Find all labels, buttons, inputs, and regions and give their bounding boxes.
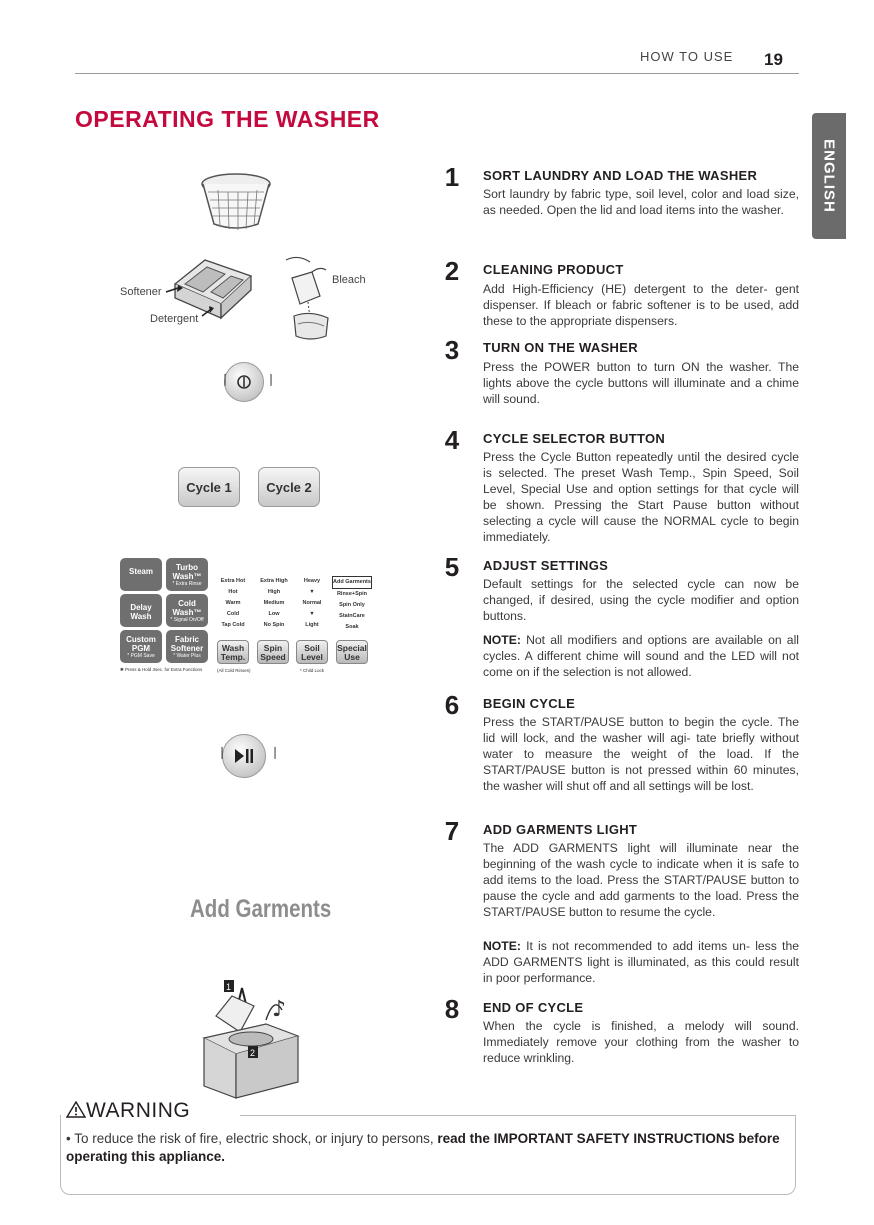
step-note	[483, 938, 799, 986]
turbo-wash-label: Turbo Wash™	[172, 563, 202, 581]
page-number: 19	[764, 50, 783, 69]
warning-text-plain: To reduce the risk of fire, electric shock, or injury to persons,	[74, 1131, 434, 1146]
step-number: 1	[444, 162, 460, 192]
step-body: Press the Cycle Button repeatedly until the desired cycle is selected. The preset Wash Temp., Spin Speed, Soil Level, Special Use and option settings for that cycle will be shown. Pressing the Start Pause button without selecting a cycle will cause the NORMAL cycle to begin immediately.	[483, 450, 799, 544]
svg-text:♪: ♪	[272, 997, 287, 1022]
step-title: BEGIN CYCLE	[483, 696, 576, 711]
step-title: TURN ON THE WASHER	[483, 340, 638, 355]
note-text: It is not recommended to add items un- less the ADD GARMENTS light is illuminated, as this could result in poor performance.	[483, 939, 799, 985]
detergent-label: Detergent	[150, 313, 199, 325]
cycle-2-button[interactable]: Cycle 2	[258, 467, 320, 507]
cold-wash-sub: * Signal On/Off	[170, 617, 204, 623]
warning-text-bold: read the IMPORTANT SAFETY INSTRUCTIONS before operating this appliance.	[66, 1131, 780, 1164]
play-pause-icon	[233, 747, 255, 765]
svg-text:2: 2	[250, 1048, 256, 1058]
step-title: ADD GARMENTS LIGHT	[483, 822, 638, 837]
softener-label: Softener	[120, 286, 162, 298]
step-title: ADJUST SETTINGS	[483, 558, 609, 573]
option-label: Cold	[226, 611, 240, 617]
step-number: 7	[444, 816, 460, 846]
delay-wash-label: Delay Wash	[130, 603, 152, 621]
step-body: When the cycle is finished, a melody will sound. Immediately remove your clothing from the washer to reduce wrinkling.	[483, 1019, 799, 1065]
step-title: SORT LAUNDRY AND LOAD THE WASHER	[483, 168, 758, 183]
fabric-softener-button[interactable]	[166, 630, 208, 663]
warning-text: • To reduce the risk of fire, electric shock, or injury to persons, read the IMPORTANT SAFETY INSTRUCTIONS before operating this appliance.	[66, 1131, 780, 1164]
option-label: No Spin	[263, 622, 285, 628]
option-label: Heavy	[303, 578, 321, 584]
note-label: NOTE:	[483, 633, 521, 647]
option-label: Hot	[228, 589, 238, 595]
fabric-softener-label: Fabric Softener	[170, 635, 204, 653]
language-tab-label: ENGLISH	[820, 139, 838, 213]
power-led-left-icon: ❘	[220, 372, 231, 386]
option-label: Extra Hot	[220, 578, 246, 584]
steam-label: Steam	[128, 567, 153, 576]
delay-wash-button[interactable]	[120, 594, 162, 627]
option-label: Warm	[225, 600, 241, 606]
bleach-label: Bleach	[332, 274, 366, 286]
add-garments-light-label: Add Garments	[190, 895, 332, 923]
fabric-softener-sub: * Water Plus	[173, 653, 201, 659]
option-label: Soak	[345, 624, 359, 630]
step-number: 6	[444, 690, 460, 720]
warning-top-rule	[240, 1115, 796, 1116]
cycle-1-button[interactable]: Cycle 1	[178, 467, 240, 507]
step-note	[483, 632, 799, 680]
steam-button[interactable]	[120, 558, 162, 591]
child-lock-note: * Child Lock	[300, 668, 325, 673]
turbo-wash-button[interactable]	[166, 558, 208, 591]
header-divider	[75, 73, 799, 74]
wash-temp-button[interactable]: Wash Temp.	[217, 640, 249, 664]
washer-lid-open-icon	[196, 976, 306, 1101]
start-led-right-icon: ❘	[270, 745, 281, 759]
step-body: The ADD GARMENTS light will illuminate near the beginning of the wash cycle to indicate when it is safe to add items to the load. Press the START/PAUSE button to pause the cycle and add garments to the load. Press the START/PAUSE button to resume the cycle.	[483, 841, 799, 919]
start-led-left-icon: ❘	[217, 745, 228, 759]
soil-level-button[interactable]: Soil Level	[296, 640, 328, 664]
option-label: Light	[305, 622, 319, 628]
step-title: CLEANING PRODUCT	[483, 262, 624, 277]
laundry-basket-icon	[200, 172, 272, 232]
step-body: Add High-Efficiency (HE) detergent to the deter- gent dispenser. If bleach or fabric softener is to be used, add these to the appropriate dispensers.	[483, 282, 799, 328]
cold-wash-button[interactable]	[166, 594, 208, 627]
svg-text:1: 1	[226, 982, 232, 992]
option-label: Medium	[263, 600, 285, 606]
custom-pgm-label: Custom PGM	[126, 635, 156, 653]
step-title: CYCLE SELECTOR BUTTON	[483, 431, 666, 446]
power-led-right-icon: ❘	[266, 372, 277, 386]
turbo-wash-sub: * Extra Rinse	[172, 581, 202, 587]
pointer-arrows-icon	[160, 284, 220, 324]
option-label: Rinse+Spin	[336, 591, 368, 597]
custom-pgm-button[interactable]	[120, 630, 162, 663]
option-label: High	[267, 589, 281, 595]
language-tab	[812, 113, 846, 239]
add-garments-indicator: Add Garments	[332, 576, 372, 589]
step-body: Press the START/PAUSE button to begin the cycle. The lid will lock, and the washer will agi- tate briefly without water to measure the weight of the load. If the START/PAUSE button is not pressed within 60 minutes, the washer will shut off and all settings will be lost.	[483, 715, 799, 793]
power-icon	[235, 373, 253, 391]
step-number: 4	[444, 425, 460, 455]
cold-wash-label: Cold Wash™	[172, 599, 202, 617]
page-title: OPERATING THE WASHER	[75, 106, 380, 132]
option-label: ▼	[309, 611, 315, 617]
special-use-button[interactable]: Special Use	[336, 640, 368, 664]
step-number: 2	[444, 256, 460, 286]
extra-functions-footnote: ✱ Press & Hold 3sec. for Extra Functions	[120, 667, 203, 672]
start-pause-button[interactable]	[222, 734, 266, 778]
warning-title-text: WARNING	[86, 1099, 191, 1122]
wash-temp-note: (All Cold Rinses)	[217, 668, 251, 673]
wash-temp-options	[213, 576, 253, 631]
note-label: NOTE:	[483, 939, 521, 953]
warning-triangle-icon	[66, 1101, 86, 1118]
step-number: 8	[444, 994, 460, 1024]
option-label: Low	[268, 611, 280, 617]
note-text: Not all modifiers and options are available on all cycles. A different chime will sound and the LED will not come on if the selection is not allowed.	[483, 633, 799, 679]
step-body: Press the POWER button to turn ON the washer. The lights above the cycle buttons will illuminate and a chime will sound.	[483, 360, 799, 406]
step-body: Sort laundry by fabric type, soil level, color and load size, as needed. Open the lid and load items into the washer.	[483, 187, 799, 217]
warning-title	[66, 1099, 194, 1123]
option-label: Spin Only	[339, 602, 365, 608]
spin-speed-button[interactable]: Spin Speed	[257, 640, 289, 664]
soil-level-options	[292, 576, 332, 631]
step-number: 3	[444, 335, 460, 365]
spin-speed-options	[254, 576, 294, 631]
option-label: Tap Cold	[221, 622, 245, 628]
custom-pgm-sub: * PGM Save	[127, 653, 155, 659]
option-label: Extra High	[260, 578, 288, 584]
header-section-title: HOW TO USE	[640, 49, 734, 64]
step-body: Default settings for the selected cycle can now be changed, if desired, using the cycle modifier and option buttons.	[483, 577, 799, 623]
step-title: END OF CYCLE	[483, 1000, 584, 1015]
bleach-pouring-icon	[280, 252, 340, 342]
step-number: 5	[444, 552, 460, 582]
option-label: ▼	[309, 589, 315, 595]
option-label: StainCare	[339, 613, 365, 619]
option-label: Normal	[302, 600, 322, 606]
special-use-options	[332, 576, 372, 633]
